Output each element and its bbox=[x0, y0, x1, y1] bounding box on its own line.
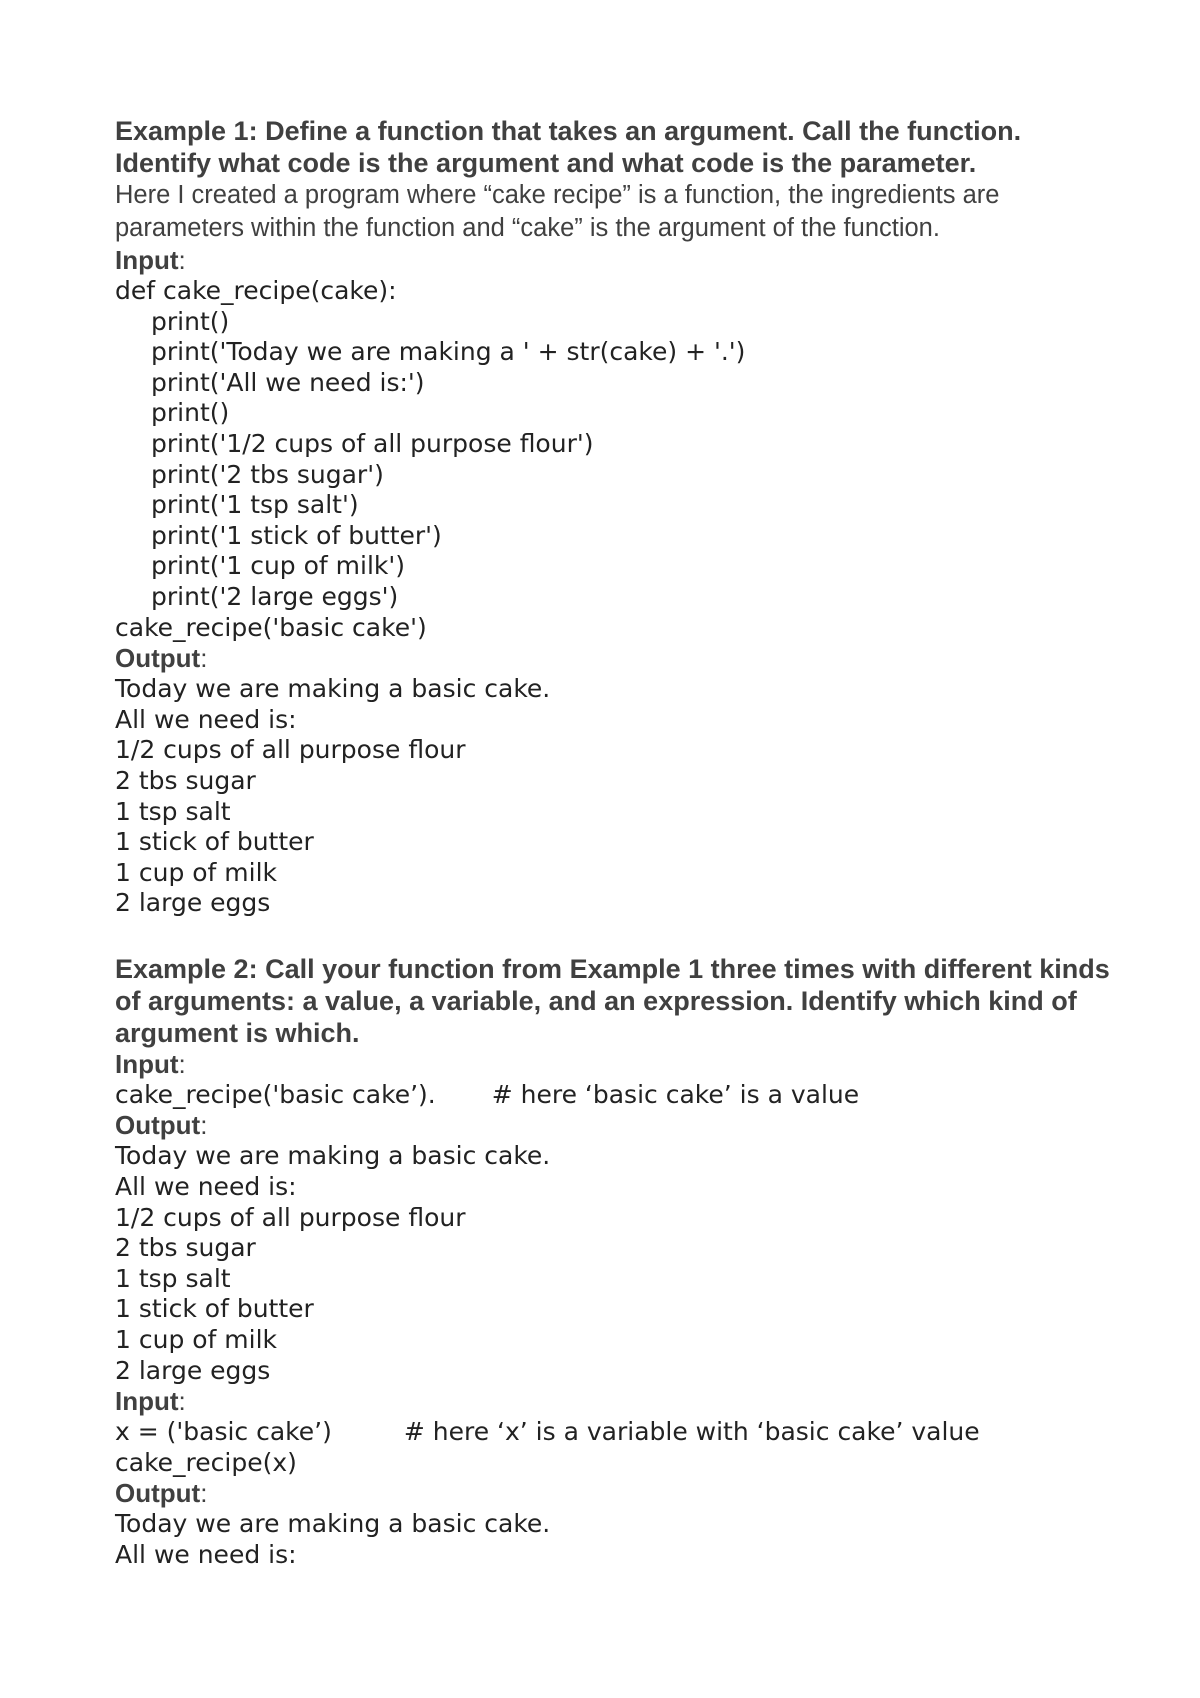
example-1-input-label: Input: bbox=[115, 245, 186, 275]
output-line: 1 cup of milk bbox=[115, 1325, 278, 1355]
output-line: 2 large eggs bbox=[115, 1355, 271, 1385]
code-text: cake_recipe('basic cake’). bbox=[115, 1079, 436, 1109]
example-2-input-label-2: Input: bbox=[115, 1386, 186, 1417]
output-line: 1/2 cups of all purpose flour bbox=[115, 735, 466, 765]
example-2-output-label-2: Output: bbox=[115, 1478, 208, 1509]
code-line: cake_recipe('basic cake') bbox=[115, 612, 427, 642]
code-line-with-comment bbox=[115, 1417, 1115, 1448]
output-line: 1 tsp salt bbox=[115, 796, 231, 826]
output-line: 2 large eggs bbox=[115, 888, 271, 918]
code-comment: # here ‘x’ is a variable with ‘basic cake’ value bbox=[403, 1417, 980, 1447]
example-1-heading: Example 1: Define a function that takes an argument. Call the function. Identify what code is the argument and what code is the parameter. bbox=[115, 116, 1022, 178]
output-line: All we need is: bbox=[115, 704, 297, 734]
code-line: print('1/2 cups of all purpose flour') bbox=[151, 428, 594, 458]
output-line: 1 cup of milk bbox=[115, 857, 278, 887]
code-line: def cake_recipe(cake): bbox=[115, 276, 397, 305]
example-2-input-label: Input: bbox=[115, 1048, 186, 1079]
example-1-output-label: Output: bbox=[115, 643, 208, 674]
code-line: print('1 stick of butter') bbox=[151, 520, 442, 550]
output-line: 1 tsp salt bbox=[115, 1263, 231, 1293]
code-line: print() bbox=[151, 398, 230, 428]
output-line: All we need is: bbox=[115, 1540, 297, 1569]
code-text: x = ('basic cake’) bbox=[115, 1417, 332, 1447]
output-line: 1/2 cups of all purpose flour bbox=[115, 1202, 466, 1232]
example-1-description: Here I created a program where “cake recipe” is a function, the ingredients are parameters within the function and “cake” is the argument of the function. bbox=[115, 181, 1000, 242]
code-line-with-comment bbox=[115, 1080, 1115, 1111]
section-gap bbox=[115, 919, 1115, 953]
output-line: Today we are making a basic cake. bbox=[115, 1141, 551, 1171]
output-line: All we need is: bbox=[115, 1172, 297, 1202]
output-line: Today we are making a basic cake. bbox=[115, 674, 551, 704]
output-line: 2 tbs sugar bbox=[115, 765, 256, 795]
output-line: 1 stick of butter bbox=[115, 1294, 314, 1324]
example-2-output-label: Output: bbox=[115, 1110, 208, 1141]
document-page bbox=[115, 115, 1115, 1571]
code-line: cake_recipe(x) bbox=[115, 1447, 297, 1477]
output-line: 1 stick of butter bbox=[115, 827, 314, 857]
code-line: print('All we need is:') bbox=[151, 367, 425, 397]
output-line: Today we are making a basic cake. bbox=[115, 1509, 551, 1539]
output-line: 2 tbs sugar bbox=[115, 1233, 256, 1263]
example-2-heading: Example 2: Call your function from Example 1 three times with different kinds of arguments: a value, a variable, and an expression. Identify which kind of argument is which. bbox=[115, 953, 1110, 1048]
code-line: print('2 large eggs') bbox=[151, 581, 399, 611]
code-comment: # here ‘basic cake’ is a value bbox=[491, 1079, 860, 1109]
code-line: print('2 tbs sugar') bbox=[151, 459, 384, 489]
code-line: print('1 tsp salt') bbox=[151, 490, 359, 520]
code-line: print('1 cup of milk') bbox=[151, 551, 406, 581]
code-line: print() bbox=[151, 306, 230, 336]
code-line: print('Today we are making a ' + str(cake) + '.') bbox=[151, 337, 746, 367]
